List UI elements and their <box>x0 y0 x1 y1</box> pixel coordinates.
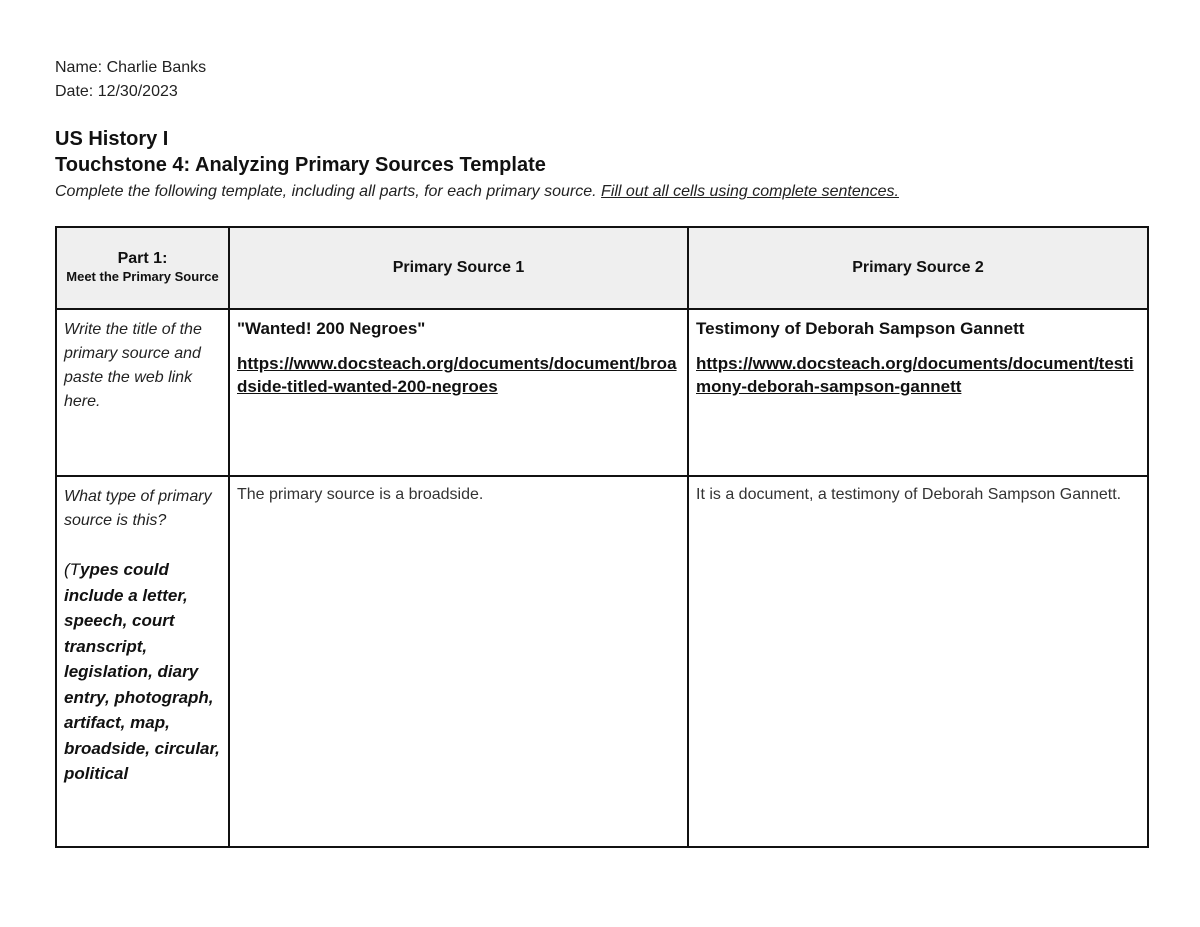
part-header-cell <box>56 227 229 309</box>
table-header-row <box>56 227 1148 309</box>
source1-title-cell[interactable] <box>229 309 688 476</box>
student-info <box>55 56 206 104</box>
types-open-paren: (T <box>64 560 81 579</box>
source1-link[interactable]: https://www.docsteach.org/documents/document/broadside-titled-wanted-200-negroes <box>237 354 677 396</box>
instructions <box>55 181 899 203</box>
prompt-cell <box>56 476 229 847</box>
course-title: US History I <box>55 128 169 150</box>
student-name: Name: Charlie Banks <box>55 59 207 76</box>
instructions-emphasis: Fill out all cells using complete sentences. <box>601 183 899 200</box>
table-row <box>56 309 1148 476</box>
types-list: ypes could include a letter, speech, court transcript, legislation, diary entry, photograph, artifact, map, broadside, circular, political <box>64 560 220 783</box>
part-label: Part 1: <box>117 250 168 267</box>
source2-header-cell <box>688 227 1148 309</box>
source2-title-cell[interactable] <box>688 309 1148 476</box>
instructions-text: Complete the following template, including all parts, for each primary source. <box>55 183 602 200</box>
title-link-prompt: Write the title of the primary source and paste the web link here. <box>64 321 202 410</box>
table-row <box>56 476 1148 847</box>
source-type-prompt: What type of primary source is this? <box>64 488 212 529</box>
source2-type-answer: It is a document, a testimony of Deborah Sampson Gannett. <box>696 486 1122 503</box>
source1-title: "Wanted! 200 Negroes" <box>237 319 426 338</box>
source1-header: Primary Source 1 <box>392 259 525 276</box>
submission-date: Date: 12/30/2023 <box>55 83 178 100</box>
template-title: Touchstone 4: Analyzing Primary Sources Template <box>55 154 546 176</box>
source2-type-cell[interactable] <box>688 476 1148 847</box>
source2-header: Primary Source 2 <box>852 259 984 276</box>
source-type-examples <box>64 557 221 787</box>
source2-title: Testimony of Deborah Sampson Gannett <box>696 319 1025 338</box>
prompt-cell <box>56 309 229 476</box>
source2-link[interactable]: https://www.docsteach.org/documents/document/testimony-deborah-sampson-gannett <box>696 354 1134 396</box>
part-subtitle: Meet the Primary Source <box>66 269 219 284</box>
source1-type-answer: The primary source is a broadside. <box>237 486 484 503</box>
source1-header-cell <box>229 227 688 309</box>
primary-source-table <box>55 226 1149 848</box>
source1-type-cell[interactable] <box>229 476 688 847</box>
